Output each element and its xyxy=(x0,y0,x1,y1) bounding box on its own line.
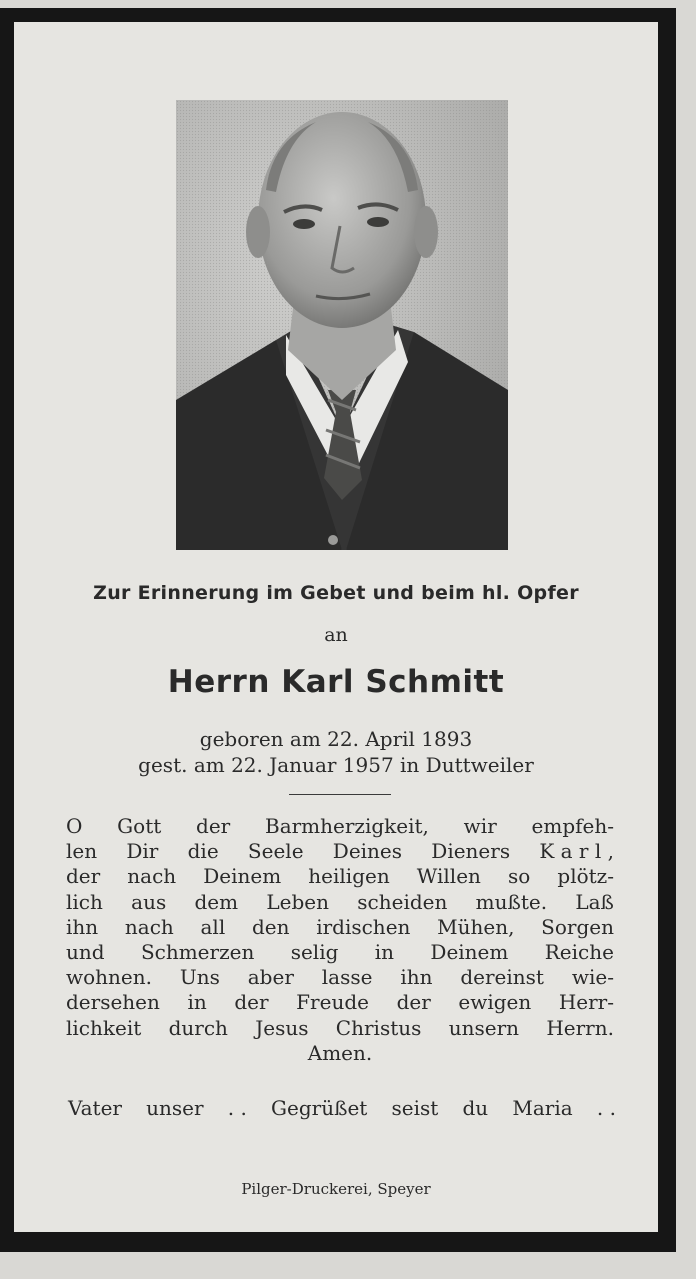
prayer-word: Herrn. xyxy=(546,1015,614,1040)
prayer-line xyxy=(66,1016,614,1041)
prayer-word: Gott xyxy=(117,814,162,838)
prayer-word: durch xyxy=(168,1015,228,1040)
prayer-word: O xyxy=(66,814,83,838)
prayer-word: Sorgen xyxy=(541,914,614,939)
prayer-word: lasse xyxy=(321,965,373,990)
prayer-word: der xyxy=(234,990,269,1015)
memorial-heading: Zur Erinnerung im Gebet und beim hl. Opfer xyxy=(93,582,579,604)
prayer-line xyxy=(66,814,614,839)
prayer-word: ihn xyxy=(400,965,433,990)
prayer-word: irdischen xyxy=(316,914,411,939)
prayer-line xyxy=(66,965,614,990)
closing-prayer-word: unser xyxy=(146,1096,204,1120)
prayer-word: dem xyxy=(194,889,239,914)
prayer-word: mußte. xyxy=(475,889,548,914)
prayer-word: in xyxy=(187,990,207,1015)
closing-prayer-word: Vater xyxy=(68,1096,122,1120)
prayer-word: wie- xyxy=(571,965,614,990)
birth-date: geboren am 22. April 1893 xyxy=(199,727,473,751)
prayer-word: Christus xyxy=(335,1015,422,1040)
prayer-word: nach xyxy=(127,864,177,889)
prayer-word: Deines xyxy=(332,839,403,864)
prayer-word: lichkeit xyxy=(66,1015,142,1040)
prayer-word: Mühen, xyxy=(437,914,515,939)
death-date: gest. am 22. Januar 1957 in Duttweiler xyxy=(138,753,534,777)
prayer-line xyxy=(66,890,614,915)
prayer-word: unsern xyxy=(448,1015,520,1040)
prayer-word: Dir xyxy=(126,839,159,864)
prayer-text xyxy=(66,814,614,1066)
divider-line xyxy=(289,794,391,795)
prayer-word: nach xyxy=(124,914,174,939)
prayer-word: Seele xyxy=(247,839,304,864)
prayer-word: den xyxy=(251,914,290,939)
prayer-word: dereinst xyxy=(460,965,544,990)
prayer-word: wir xyxy=(463,814,497,838)
prayer-word: all xyxy=(200,914,226,939)
prayer-word: Barmherzigkeit, xyxy=(265,814,429,838)
prayer-word: len xyxy=(66,839,98,864)
prayer-word: plötz- xyxy=(557,864,614,889)
prayer-line xyxy=(66,915,614,940)
closing-prayer-word: du xyxy=(462,1096,489,1120)
prayer-word: Herr- xyxy=(558,990,614,1015)
prayer-line xyxy=(66,1041,614,1066)
closing-prayers xyxy=(68,1096,616,1120)
prayer-word: scheiden xyxy=(357,889,448,914)
prayer-word: heiligen xyxy=(308,864,390,889)
prayer-word: empfeh- xyxy=(531,814,614,838)
prayer-word: Uns xyxy=(179,965,220,990)
closing-prayer-word: Maria xyxy=(512,1096,573,1120)
prayer-word: Deinem xyxy=(203,864,282,889)
prayer-word: dersehen xyxy=(66,990,160,1015)
prayer-word: Jesus xyxy=(255,1015,309,1040)
prayer-word: aus xyxy=(131,889,167,914)
prayer-word: so xyxy=(508,864,531,889)
closing-prayer-word: . . xyxy=(596,1096,616,1120)
prayer-word: Amen. xyxy=(307,1040,373,1065)
printer-credit: Pilger-Druckerei, Speyer xyxy=(241,1180,431,1198)
prayer-line xyxy=(66,864,614,889)
prayer-word: in xyxy=(374,939,395,964)
prayer-line xyxy=(66,839,614,864)
prayer-word: der xyxy=(196,814,231,838)
prayer-line xyxy=(66,940,614,965)
prayer-word: die xyxy=(187,839,219,864)
prayer-word: K a r l , xyxy=(539,839,614,864)
closing-prayer-word: seist xyxy=(391,1096,439,1120)
closing-prayer-word: . . xyxy=(227,1096,247,1120)
prayer-word: Freude xyxy=(296,990,369,1015)
prayer-word: Reiche xyxy=(544,939,614,964)
prayer-word: Laß xyxy=(575,889,614,914)
preposition-text: an xyxy=(324,624,348,646)
prayer-word: ihn xyxy=(66,914,99,939)
prayer-word: selig xyxy=(290,939,339,964)
prayer-word: aber xyxy=(247,965,294,990)
portrait-photo xyxy=(176,100,508,550)
prayer-word: Deinem xyxy=(430,939,509,964)
prayer-word: wohnen. xyxy=(66,965,152,990)
prayer-line xyxy=(66,990,614,1015)
deceased-name: Herrn Karl Schmitt xyxy=(167,664,505,700)
prayer-word: Dieners xyxy=(431,839,511,864)
prayer-word: Schmerzen xyxy=(140,939,255,964)
prayer-word: der xyxy=(66,864,101,889)
prayer-word: lich xyxy=(66,889,103,914)
closing-prayer-word: Gegrüßet xyxy=(271,1096,368,1120)
prayer-word: Leben xyxy=(266,889,329,914)
prayer-word: ewigen xyxy=(458,990,532,1015)
prayer-word: der xyxy=(396,990,431,1015)
prayer-word: und xyxy=(66,939,105,964)
prayer-word: Willen xyxy=(416,864,481,889)
